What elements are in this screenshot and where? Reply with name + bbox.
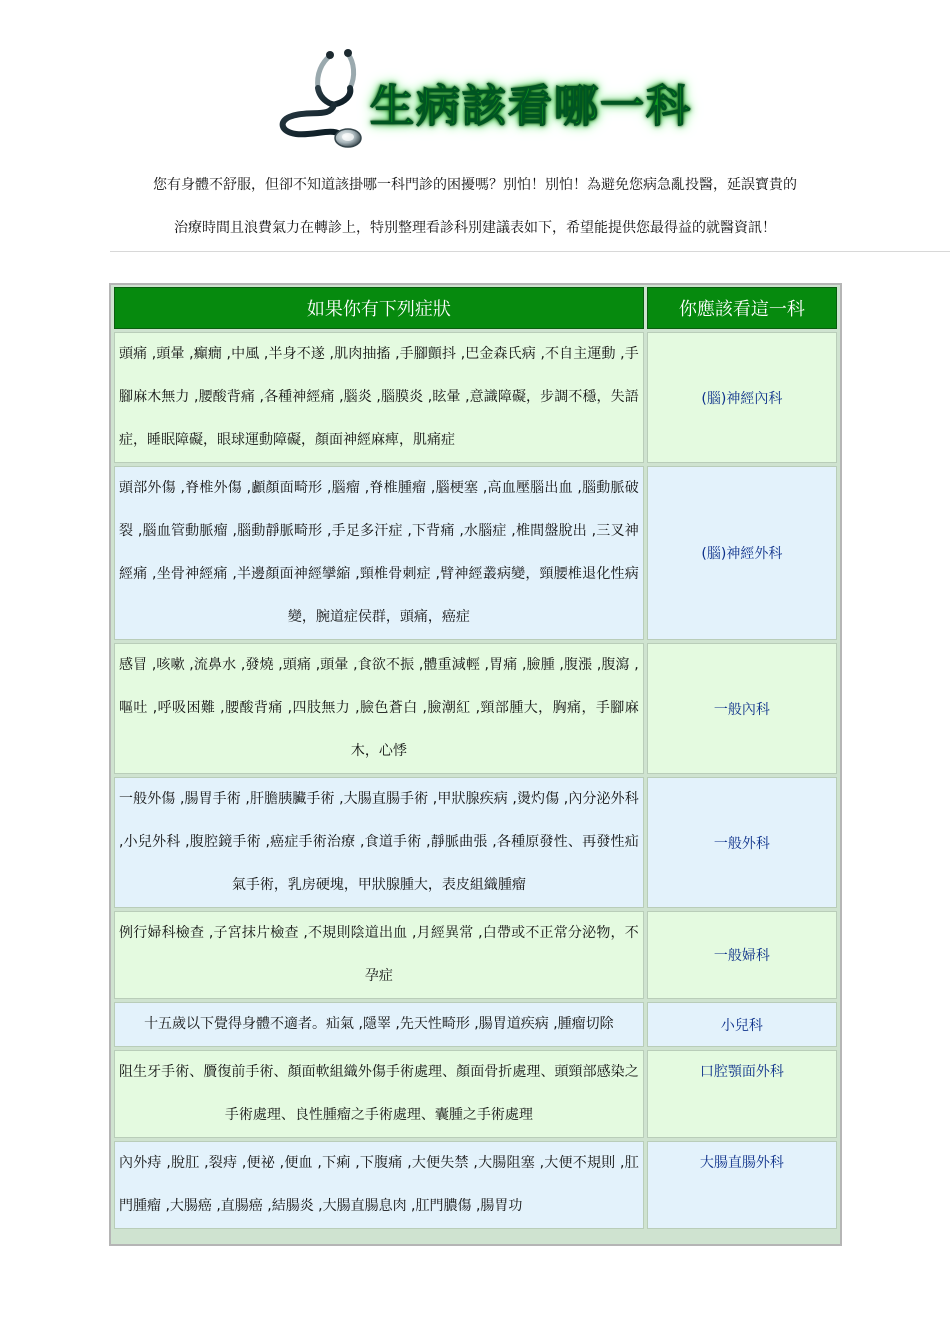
- department-cell: 小兒科: [647, 1002, 837, 1047]
- page-title: 生病該看哪一科: [370, 81, 692, 132]
- table-row: [114, 911, 837, 999]
- symptoms-text: 例行婦科檢查 ,子宮抹片檢查 ,不規則陰道出血 ,月經異常 ,白帶或不正常分泌物，不孕症: [119, 925, 639, 984]
- divider: [110, 251, 950, 252]
- department-cell: (腦)神經外科: [647, 466, 837, 640]
- column-header-symptoms: 如果你有下列症狀: [114, 287, 644, 329]
- department-cell: 一般婦科: [647, 911, 837, 999]
- department-cell: (腦)神經內科: [647, 332, 837, 463]
- stethoscope-icon: [270, 48, 380, 148]
- symptoms-text: 一般外傷 ,腸胃手術 ,肝膽胰臟手術 ,大腸直腸手術 ,甲狀腺疾病 ,燙灼傷 ,內分泌外科 ,小兒外科 ,腹腔鏡手術 ,癌症手術治療 ,食道手術 ,靜脈曲張 ,各種原發性、再發性疝氣手術，乳房硬塊，甲狀腺腫大，表皮組織腫瘤: [119, 791, 639, 893]
- symptoms-text: 十五歲以下覺得身體不適者。疝氣 ,隱睪 ,先天性畸形 ,腸胃道疾病 ,腫瘤切除: [144, 1016, 614, 1032]
- table-row: [114, 643, 837, 774]
- table-header-row: [114, 287, 837, 329]
- symptoms-cell: [114, 1002, 644, 1047]
- symptoms-text: 感冒 ,咳嗽 ,流鼻水 ,發燒 ,頭痛 ,頭暈 ,食欲不振 ,體重減輕 ,胃痛 ,臉腫 ,腹漲 ,腹瀉 ,嘔吐 ,呼吸困難 ,腰酸背痛 ,四肢無力 ,臉色蒼白 ,臉潮紅 ,頸部腫大，胸痛，手腳麻木，心悸: [119, 657, 639, 759]
- symptoms-cell: [114, 643, 644, 774]
- department-cell: 一般外科: [647, 777, 837, 908]
- department-cell: 口腔顎面外科: [647, 1050, 837, 1138]
- intro-line-1: 您有身體不舒服，但卻不知道該掛哪一科門診的困擾嗎？別怕！別怕！為避免您病急亂投醫，延誤寶貴的: [153, 177, 797, 193]
- intro-line-2: 治療時間且浪費氣力在轉診上，特別整理看診科別建議表如下，希望能提供您最得益的就醫資訊！: [174, 220, 776, 236]
- column-header-department: 你應該看這一科: [647, 287, 837, 329]
- symptom-table: [111, 284, 840, 1232]
- symptoms-cell: [114, 777, 644, 908]
- department-table: [109, 283, 842, 1246]
- symptoms-cell: [114, 1141, 644, 1229]
- table-row: [114, 332, 837, 463]
- symptoms-text: 阻生牙手術、贗復前手術、顏面軟組織外傷手術處理、顏面骨折處理、頭頸部感染之手術處理、良性腫瘤之手術處理、囊腫之手術處理: [119, 1064, 639, 1123]
- symptoms-text: 頭部外傷 ,脊椎外傷 ,顱顏面畸形 ,腦瘤 ,脊椎腫瘤 ,腦梗塞 ,高血壓腦出血 ,腦動脈破裂 ,腦血管動脈瘤 ,腦動靜脈畸形 ,手足多汗症 ,下背痛 ,水腦症 ,椎間盤脫出 ,三叉神經痛 ,坐骨神經痛 ,半邊顏面神經攣縮 ,頸椎骨刺症 ,臂神經叢病變，頸腰椎退化性病變，腕道症侯群，頭痛，癌症: [119, 480, 639, 625]
- table-row: [114, 777, 837, 908]
- symptoms-cell: [114, 1050, 644, 1138]
- table-row: [114, 1141, 837, 1229]
- symptoms-cell: [114, 466, 644, 640]
- department-cell: 一般內科: [647, 643, 837, 774]
- department-cell: 大腸直腸外科: [647, 1141, 837, 1229]
- table-row: [114, 466, 837, 640]
- table-row: [114, 1002, 837, 1047]
- header-logo: [270, 48, 690, 148]
- table-row: [114, 1050, 837, 1138]
- symptoms-text: 頭痛 ,頭暈 ,癲癇 ,中風 ,半身不遂 ,肌肉抽搐 ,手腳顫抖 ,巴金森氏病 ,不自主運動 ,手腳麻木無力 ,腰酸背痛 ,各種神經痛 ,腦炎 ,腦膜炎 ,眩暈 ,意識障礙，步調不穩，失語症，睡眠障礙，眼球運動障礙，顏面神經麻痺，肌痛症: [119, 346, 639, 448]
- symptoms-text: 內外痔 ,脫肛 ,裂痔 ,便祕 ,便血 ,下痢 ,下腹痛 ,大便失禁 ,大腸阻塞 ,大便不規則 ,肛門腫瘤 ,大腸癌 ,直腸癌 ,結腸炎 ,大腸直腸息肉 ,肛門膿傷 ,腸胃功: [119, 1155, 639, 1214]
- symptoms-cell: [114, 911, 644, 999]
- symptoms-cell: [114, 332, 644, 463]
